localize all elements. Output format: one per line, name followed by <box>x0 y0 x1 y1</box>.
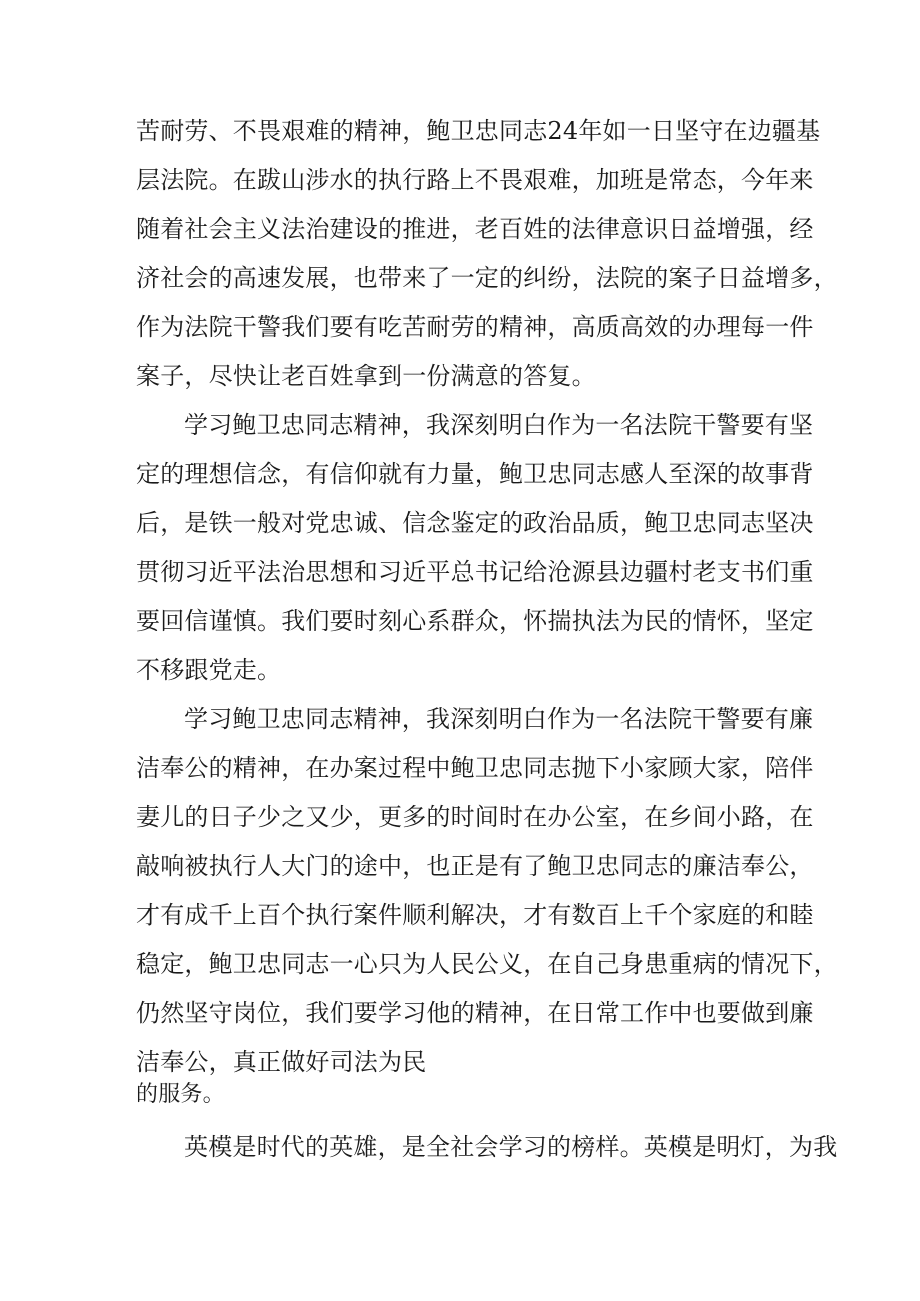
text-line: 随着社会主义法治建设的推进，老百姓的法律意识日益增强，经 <box>136 215 814 243</box>
text-line: 的服务。 <box>136 1082 225 1107</box>
text-line: 后，是铁一般对党忠诚、信念鉴定的政治品质，鲍卫忠同志坚决 <box>136 509 814 537</box>
text-line: 洁奉公的精神，在办案过程中鲍卫忠同志抛下小家顾大家，陪伴 <box>136 754 814 782</box>
text-line: 仍然坚守岗位，我们要学习他的精神，在日常工作中也要做到廉 <box>136 999 814 1027</box>
text-line: 洁奉公，真正做好司法为民 <box>136 1048 427 1076</box>
text-line: 济社会的高速发展，也带来了一定的纠纷，法院的案子日益增多， <box>136 264 838 292</box>
paragraph-first-line: 学习鲍卫忠同志精神，我深刻明白作为一名法院干警要有坚 <box>184 411 814 439</box>
text-line: 要回信谨慎。我们要时刻心系群众，怀揣执法为民的情怀，坚定 <box>136 607 814 635</box>
text-line: 妻儿的日子少之又少，更多的时间时在办公室，在乡间小路，在 <box>136 803 814 831</box>
text-line: 才有成千上百个执行案件顺利解决，才有数百上千个家庭的和睦 <box>136 901 814 929</box>
text-line: 作为法院干警我们要有吃苦耐劳的精神，高质高效的办理每一件 <box>136 313 814 341</box>
text-line: 层法院。在跋山涉水的执行路上不畏艰难，加班是常态，今年来 <box>136 166 814 194</box>
text-line: 案子，尽快让老百姓拿到一份满意的答复。 <box>136 362 596 390</box>
text-line: 苦耐劳、不畏艰难的精神，鲍卫忠同志24年如一日坚守在边疆基 <box>136 117 821 145</box>
text-line: 敲响被执行人大门的途中，也正是有了鲍卫忠同志的廉洁奉公， <box>136 852 814 880</box>
text-line: 贯彻习近平法治思想和习近平总书记给沧源县边疆村老支书们重 <box>136 558 814 586</box>
paragraph-first-line: 英模是时代的英雄，是全社会学习的榜样。英模是明灯，为我 <box>184 1133 838 1161</box>
paragraph-first-line: 学习鲍卫忠同志精神，我深刻明白作为一名法院干警要有廉 <box>184 705 814 733</box>
text-line: 定的理想信念，有信仰就有力量，鲍卫忠同志感人至深的故事背 <box>136 460 814 488</box>
text-line: 稳定，鲍卫忠同志一心只为人民公义，在自己身患重病的情况下， <box>136 950 838 978</box>
text-line: 不移跟党走。 <box>136 656 282 684</box>
